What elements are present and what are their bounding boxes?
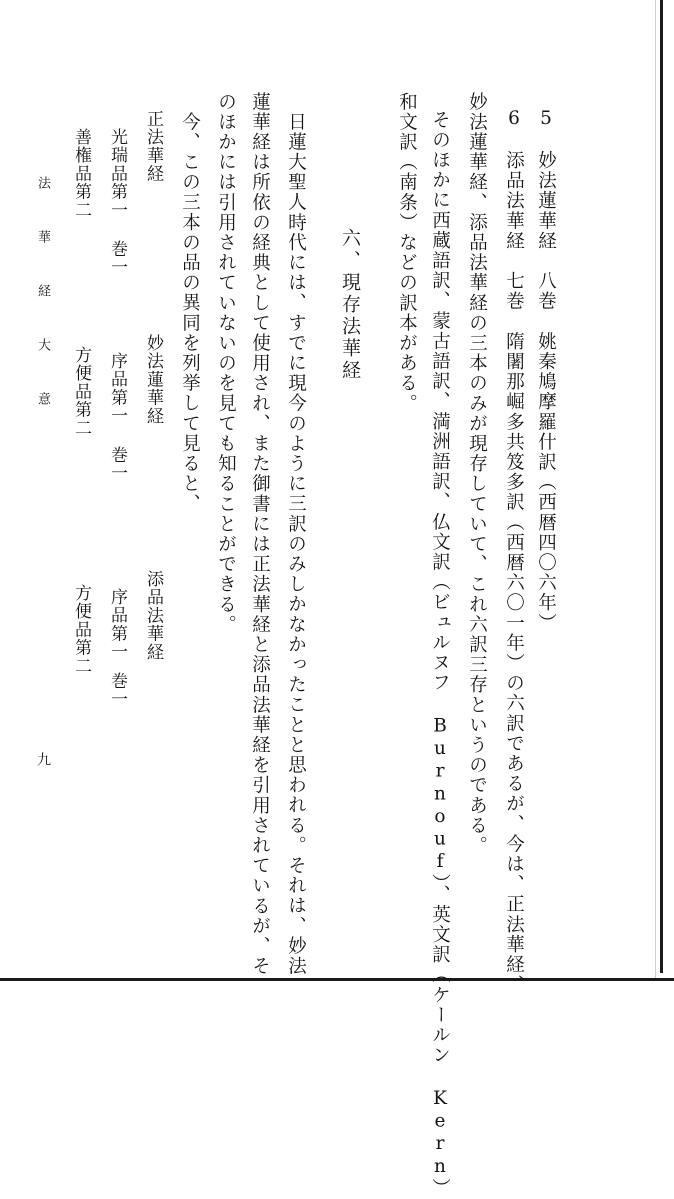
comparison-chapter: 序品第一	[107, 588, 127, 661]
comparison-sutra-title: 妙法蓮華経	[143, 334, 163, 425]
comparison-sutra-title: 添品法華経	[143, 570, 163, 661]
translation-item-6: 6 添品法華経 七巻 隋闍那崛多共笈多訳（西暦六〇一年）の六訳であるが、今は、正法華経、	[503, 108, 525, 995]
comparison-chapter: 光瑞品第一	[107, 128, 127, 219]
translation-continuation: 妙法蓮華経、添品法華経の三本のみが現存していて、これ六訳三存というのである。	[466, 92, 488, 856]
comparison-chapter: 方便品第二	[71, 584, 91, 675]
other-translations: そのほかに西蔵語訳、蒙古語訳、満洲語訳、仏文訳（ビュルヌフ Burnouf）、英文訳（ケールン Kern）	[429, 110, 451, 1199]
running-head: 法 華 経 大 意	[35, 176, 50, 418]
body-line-2: 蓮華経は所依の経典として使用され、また御書には正法華経と添品法華経を引用されているが、そ	[249, 92, 271, 977]
comparison-sutra-title: 正法華経	[143, 110, 163, 183]
section-heading: 六、現存法華経	[339, 228, 361, 382]
comparison-chapter: 方便品第二	[71, 346, 91, 437]
page-edge-rule	[660, 0, 663, 973]
comparison-volume: 巻一	[107, 672, 127, 709]
comparison-volume: 巻一	[107, 446, 127, 483]
body-line-3: のほかには引用されていないのを見ても知ることができる。	[215, 92, 237, 635]
comparison-chapter: 善権品第二	[71, 128, 91, 219]
other-translations-end: 和文訳（南条）などの訳本がある。	[396, 92, 418, 414]
body-line-4: 今、この三本の品の異同を列挙して見ると、	[179, 112, 201, 514]
comparison-volume: 巻一	[107, 240, 127, 277]
body-line-1: 日蓮大聖人時代には、すでに現今のように三訳のみしかなかったことと思われる。それは、妙法	[285, 112, 307, 977]
comparison-chapter: 序品第一	[107, 352, 127, 425]
page-bottom-rule	[0, 978, 674, 981]
translation-item-5: 5 妙法蓮華経 八巻 姚秦鳩摩羅什訳（西暦四〇六年）	[535, 108, 557, 634]
page-number: 九	[35, 752, 51, 766]
page-edge-shadow	[655, 0, 656, 980]
